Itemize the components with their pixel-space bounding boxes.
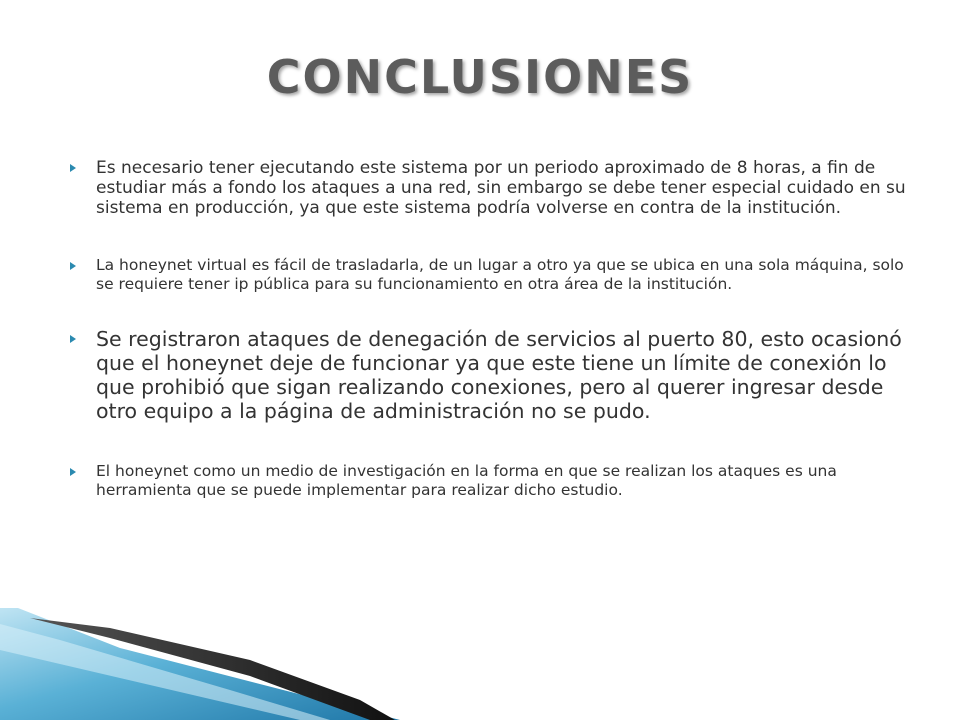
bullet-list	[66, 158, 906, 500]
bullet-text: Se registraron ataques de denegación de servicios al puerto 80, esto ocasionó que el honeynet deje de funcionar ya que este tiene un límite de conexión lo que prohibió que sigan realizando conexiones, pero al querer ingresar desde otro equipo a la página de administración no se pudo.	[96, 327, 902, 423]
bullet-text: La honeynet virtual es fácil de trasladarla, de un lugar a otro ya que se ubica en una sola máquina, solo se requiere tener ip pública para su funcionamiento en otra área de la institución.	[96, 256, 904, 293]
slide-title: CONCLUSIONES	[266, 50, 694, 104]
bullet-item	[66, 327, 906, 423]
bullet-item	[66, 158, 906, 218]
corner-blue-shape	[0, 608, 400, 720]
triangle-bullet-icon	[70, 164, 76, 172]
triangle-bullet-icon	[70, 262, 76, 270]
bullet-item	[66, 256, 906, 294]
corner-dark-stripe	[30, 618, 395, 720]
bullet-text: Es necesario tener ejecutando este sistema por un periodo aproximado de 8 horas, a fin de estudiar más a fondo los ataques a una red, sin embargo se debe tener especial cuidado en su sistema en producción, ya que este sistema podría volverse en contra de la institución.	[96, 158, 906, 218]
triangle-bullet-icon	[70, 335, 76, 343]
corner-light-stripe	[0, 624, 330, 720]
bullet-text: El honeynet como un medio de investigación en la forma en que se realizan los ataques es una herramienta que se puede implementar para realizar dicho estudio.	[96, 462, 837, 499]
bullet-item	[66, 462, 906, 500]
triangle-bullet-icon	[70, 468, 76, 476]
